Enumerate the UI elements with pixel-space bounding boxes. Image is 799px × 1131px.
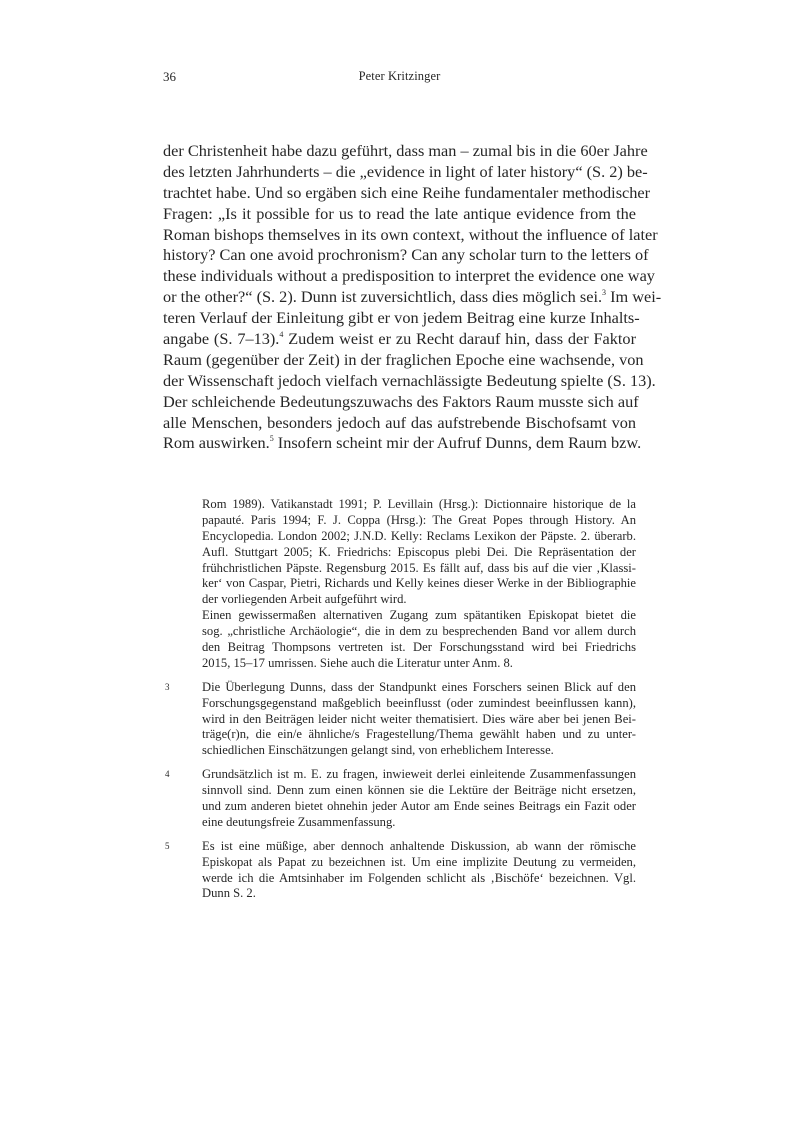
- footnote-3: [163, 680, 636, 759]
- footnote-ref-4[interactable]: 4: [279, 330, 284, 340]
- text-line: trachtet habe. Und so ergäben sich eine Reihe fundamentaler methodischer: [163, 182, 651, 202]
- footnote-line: Encyclopedia. London 2002; J.N.D. Kelly: Reclams Lexikon der Päpste. 2. überarb.: [202, 528, 636, 543]
- footnote-line: sog. „christliche Archäologie“, die in dem zu besprechenden Band vor allem durch: [202, 624, 636, 639]
- text-line: these individuals without a predisposition to interpret the evidence one way: [163, 266, 655, 286]
- footnote-line: ker‘ von Caspar, Pietri, Richards und Kelly keines dieser Werke in der Bibliographie: [202, 576, 636, 591]
- footnote-line: eine deutungsfreie Zusammenfassung.: [202, 814, 396, 829]
- text-line: der Christenheit habe dazu geführt, dass man – zumal bis in die 60er Jahre: [163, 141, 648, 160]
- text-line: der Wissenschaft jedoch vielfach vernachlässigte Bedeutung spielte (S. 13).: [163, 370, 656, 390]
- footnotes: [163, 497, 636, 910]
- text-segment: or the other?“ (S. 2). Dunn ist zuversichtlich, dass dies möglich sei.: [163, 287, 603, 307]
- text-line: Roman bishops themselves in its own context, without the influence of later: [163, 224, 658, 244]
- footnote-line: Einen gewissermaßen alternativen Zugang zum spätantiken Episkopat bietet die: [202, 608, 636, 623]
- running-head: Peter Kritzinger: [358, 69, 441, 83]
- footnote-line: werde ich die Amtsinhaber im Folgenden schlicht als ‚Bischöfe‘ bezeichnen. Vgl.: [202, 870, 636, 885]
- text-line: alle Menschen, besonders jedoch auf das aufstrebende Bischofsamt von: [163, 412, 636, 432]
- text-line: des letzten Jahrhunderts – die „evidence in light of later history“ (S. 2) be-: [163, 161, 648, 181]
- footnote-line: Dunn S. 2.: [202, 886, 256, 901]
- text-segment: Im wei-: [606, 287, 662, 307]
- text-segment: Rom auswirken.: [163, 433, 270, 453]
- text-line: [163, 433, 642, 454]
- footnote-continuation: [163, 497, 636, 672]
- footnote-4: [163, 767, 636, 831]
- footnote-line: Grundsätzlich ist m. E. zu fragen, inwieweit derlei einleitende Zusammenfassungen: [202, 767, 636, 782]
- text-line: [163, 287, 662, 308]
- footnote-line: Forschungsgegenstand maßgeblich beeinflusst (oder zumindest beeinflussen kann),: [202, 695, 636, 710]
- footnote-line: papauté. Paris 1994; F. J. Coppa (Hrsg.): The Great Popes through History. An: [202, 512, 636, 527]
- footnote-line: Aufl. Stuttgart 2005; K. Friedrichs: Episcopus plebi Dei. Die Repräsentation der: [202, 544, 636, 559]
- footnote-line: schiedlichen Einschätzungen gelangt sind, von erheblichem Interesse.: [202, 743, 554, 758]
- footnote-ref-5[interactable]: 5: [269, 434, 274, 444]
- footnote-line: wird in den Beiträgen leider nicht weiter thematisiert. Dies wäre aber bei jenen Bei-: [202, 711, 636, 726]
- text-segment: angabe (S. 7–13).: [163, 329, 280, 349]
- main-text: [163, 141, 662, 454]
- text-line: Der schleichende Bedeutungszuwachs des Faktors Raum musste sich auf: [163, 391, 639, 411]
- text-line: [163, 329, 636, 350]
- footnote-line: Es ist eine müßige, aber dennoch anhaltende Diskussion, ab wann der römische: [202, 838, 636, 853]
- text-line: Raum (gegenüber der Zeit) in der fraglichen Epoche eine wachsende, von: [163, 349, 644, 369]
- footnote-line: Die Überlegung Dunns, dass der Standpunkt eines Forschers seinen Blick auf den: [202, 679, 636, 694]
- footnote-line: Episkopat als Papat zu bezeichnen ist. Um eine implizite Deutung zu vermeiden,: [202, 854, 636, 869]
- footnote-ref-3[interactable]: 3: [602, 288, 607, 298]
- footnote-number: 4: [165, 769, 170, 780]
- text-segment: Insofern scheint mir der Aufruf Dunns, dem Raum bzw.: [273, 433, 642, 453]
- footnote-number: 3: [165, 681, 170, 692]
- text-segment: Zudem weist er zu Recht darauf hin, dass der Faktor: [283, 329, 636, 349]
- footnote-line: und zum anderen bietet ohnehin jeder Autor am Ende seines Beitrags ein Fazit oder: [202, 799, 636, 814]
- footnote-line: der vorliegenden Arbeit aufgeführt wird.: [202, 592, 407, 607]
- text-line: teren Verlauf der Einleitung gibt er von jedem Beitrag eine kurze Inhalts-: [163, 308, 640, 328]
- footnote-line: träge(r)n, die ein/e ähnliche/s Fragestellung/Thema gewählt haben und zu unter-: [202, 727, 636, 742]
- footnote-line: frühchristlichen Päpste. Regensburg 2015. Es fällt auf, dass bis auf die vier ‚Klassi-: [202, 560, 636, 575]
- footnote-line: den Beitrag Thompsons vertreten ist. Der Forschungsstand wird bei Friedrichs: [202, 640, 636, 655]
- page-number: 36: [163, 69, 176, 84]
- footnote-5: [163, 839, 636, 903]
- footnote-number: 5: [165, 840, 170, 851]
- text-line: Fragen: „Is it possible for us to read the late antique evidence from the: [163, 203, 636, 223]
- text-line: history? Can one avoid prochronism? Can any scholar turn to the letters of: [163, 245, 649, 265]
- footnote-line: Rom 1989). Vatikanstadt 1991; P. Levillain (Hrsg.): Dictionnaire historique de la: [202, 497, 636, 511]
- footnote-line: sinnvoll sind. Denn zum einen können sie die Lektüre der Beiträge nicht ersetzen,: [202, 783, 636, 798]
- footnote-line: 2015, 15–17 umrissen. Siehe auch die Literatur unter Anm. 8.: [202, 655, 513, 670]
